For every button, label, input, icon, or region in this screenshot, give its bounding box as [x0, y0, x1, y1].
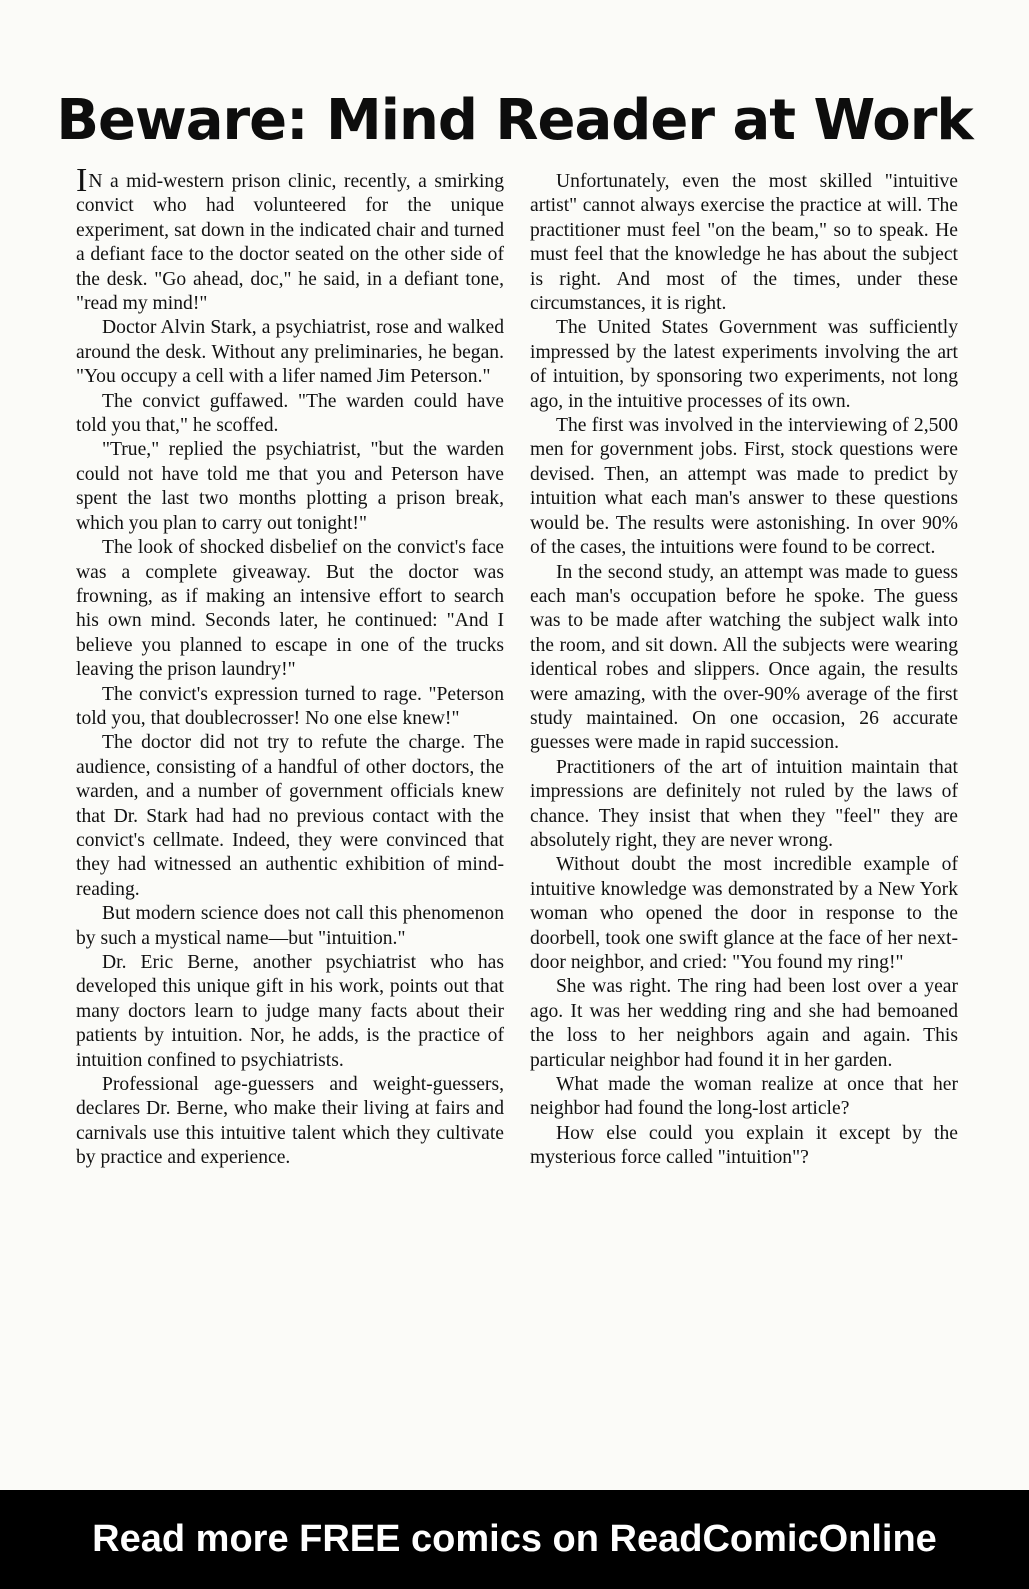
- paragraph: Without doubt the most incredible example of intuitive knowledge was demonstrated by a New York woman who opened the door in response to the doorbell, took one swift glance at the face of her next-door neighbor, and cried: "You found my ring!": [530, 854, 958, 973]
- right-column: [530, 170, 958, 1171]
- paragraph: The first was involved in the interviewing of 2,500 men for government jobs. First, stock questions were devised. Then, an attempt was made to predict by intuition what each man's answer to these questions would be. The results were astonishing. In over 90% of the cases, the intuitions were found to be correct.: [530, 415, 958, 559]
- paragraph: Professional age-guessers and weight-guessers, declares Dr. Berne, who make their living at fairs and carnivals use this intuitive talent which they cultivate by practice and experience.: [76, 1074, 504, 1169]
- paragraph: IN a mid-western prison clinic, recently, a smirking convict who had volunteered for the unique experiment, sat down in the indicated chair and turned a defiant face to the doctor seated on the other side of the desk. "Go ahead, doc," he said, in a defiant tone, "read my mind!": [76, 162, 504, 315]
- paragraph: The doctor did not try to refute the charge. The audience, consisting of a handful of other doctors, the warden, and a number of government officials knew that Dr. Stark had had no previous contact with the convict's cellmate. Indeed, they were convinced that they had witnessed an authentic exhibition of mind-reading.: [76, 732, 504, 900]
- paragraph: The United States Government was sufficiently impressed by the latest experiments involving the art of intuition, by sponsoring two experiments, not long ago, in the intuitive processes of its own.: [530, 317, 958, 412]
- paragraph: Unfortunately, even the most skilled "intuitive artist" cannot always exercise the practice at will. The practitioner must feel "on the beam," so to speak. He must feel that the knowledge he has about the subject is right. And most of the times, under these circumstances, it is right.: [530, 171, 958, 315]
- footer-banner[interactable]: [0, 1490, 1029, 1589]
- paragraph: Doctor Alvin Stark, a psychiatrist, rose and walked around the desk. Without any preliminaries, he began. "You occupy a cell with a lifer named Jim Peterson.": [76, 317, 504, 388]
- paragraph: In the second study, an attempt was made to guess each man's occupation before he spoke. The guess was to be made after watching the subject walk into the room, and sit down. All the subjects were wearing identical robes and slippers. Once again, the results were amazing, with the over-90% average of the first study maintained. On one occasion, 26 accurate guesses were made in rapid succession.: [530, 561, 958, 754]
- paragraph: The look of shocked disbelief on the convict's face was a complete giveaway. But the doctor was frowning, as if making an intensive effort to search his own mind. Seconds later, he continued: "And I believe you planned to escape in one of the trucks leaving the prison laundry!": [76, 537, 504, 681]
- paragraph: Dr. Eric Berne, another psychiatrist who has developed this unique gift in his work, points out that many doctors learn to judge many facts about their patients by intuition. Nor, he adds, is the practice of intuition confined to psychiatrists.: [76, 952, 504, 1071]
- paragraph: The convict guffawed. "The warden could have told you that," he scoffed.: [76, 390, 504, 437]
- paragraph: What made the woman realize at once that her neighbor had found the long-lost article?: [530, 1074, 958, 1120]
- left-column: [76, 162, 504, 1171]
- paragraph: "True," replied the psychiatrist, "but the warden could not have told me that you and Peterson have spent the last two months plotting a prison break, which you plan to carry out tonight!": [76, 439, 504, 534]
- paragraph: But modern science does not call this phenomenon by such a mystical name—but "intuition.": [76, 903, 504, 949]
- paragraph: Practitioners of the art of intuition maintain that impressions are definitely not ruled by the laws of chance. They insist that when they "feel" they are absolutely right, they are never wrong.: [530, 756, 958, 851]
- paragraph: She was right. The ring had been lost over a year ago. It was her wedding ring and she had bemoaned the loss to her neighbors again and again. This particular neighbor had found it in her garden.: [530, 976, 958, 1071]
- paragraph: The convict's expression turned to rage. "Peterson told you, that doublecrosser! No one else knew!": [76, 683, 504, 729]
- paragraph: How else could you explain it except by the mysterious force called "intuition"?: [530, 1122, 958, 1169]
- drop-cap: I: [76, 162, 88, 199]
- article-title: Beware: Mind Reader at Work: [56, 88, 973, 153]
- footer-link[interactable]: Read more FREE comics on ReadComicOnline: [92, 1518, 937, 1560]
